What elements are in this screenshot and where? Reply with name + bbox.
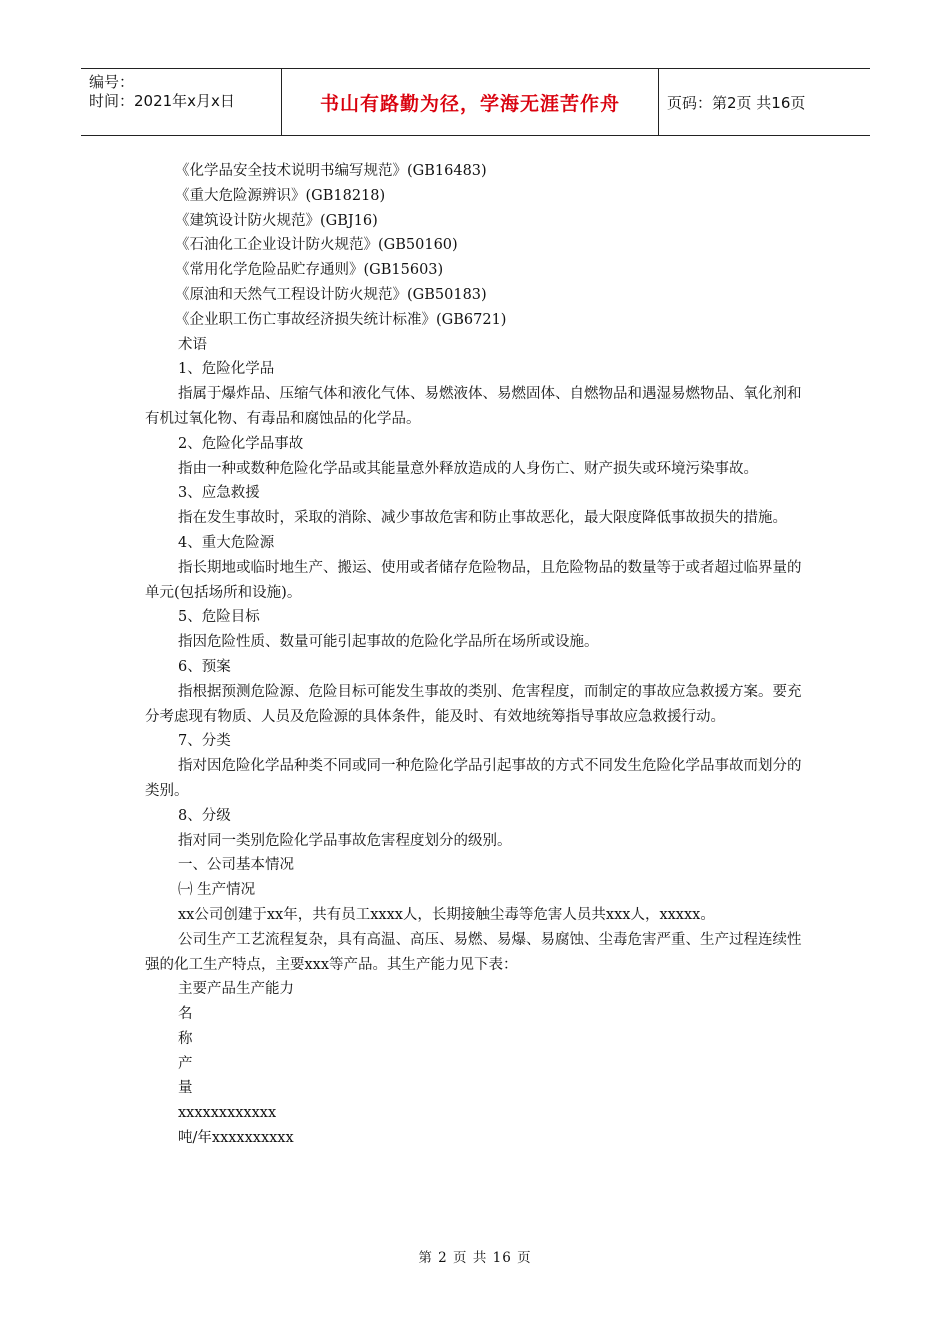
standard-ref-gbj16: 《建筑设计防火规范》(GBJ16) [175,212,378,229]
standard-ref-gb50183: 《原油和天然气工程设计防火规范》(GB50183) [175,286,487,303]
table-cell: 吨/年xxxxxxxxxx [178,1130,294,1147]
subsection-heading-production: ㈠ 生产情况 [178,882,256,899]
term-heading: 8、分级 [178,807,231,824]
term-definition: 指由一种或数种危险化学品或其能量意外释放造成的人身伤亡、财产损失或环境污染事故。 [178,460,758,477]
term-definition: 指对因危险化学品种类不同或同一种危险化学品引起事故的方式不同发生危险化学品事故而划分的类别。 [145,758,802,799]
header-page-info: 页码：第2页 共16页 [667,93,806,112]
term-definition: 指因危险性质、数量可能引起事故的危险化学品所在场所或设施。 [178,634,599,651]
document-number-label: 编号： [89,73,135,91]
section-heading-company: 一、公司基本情况 [178,857,294,874]
table-cell: 称 [178,1030,193,1047]
paragraph: 公司生产工艺流程复杂，具有高温、高压、易燃、易爆、易腐蚀、尘毒危害严重、生产过程连续性强的化工生产特点，主要xxx等产品。其生产能力见下表： [145,931,802,973]
term-definition: 指根据预测危险源、危险目标可能发生事故的类别、危害程度，而制定的事故应急救援方案。要充分考虑现有物质、人员及危险源的具体条件，能及时、有效地统筹指导事故应急救援行动。 [145,683,802,725]
term-heading: 4、重大危险源 [178,534,275,551]
section-heading-terms: 术语 [178,336,207,353]
term-heading: 3、应急救援 [178,485,260,502]
term-heading: 2、危险化学品事故 [178,435,304,452]
term-heading: 1、危险化学品 [178,361,275,378]
table-cell: 名 [178,1006,193,1023]
header-motto: 书山有路勤为径，学海无涯苦作舟 [282,69,659,135]
page-footer: 第 2 页 共 16 页 [418,1250,532,1266]
table-cell: xxxxxxxxxxxx [178,1105,277,1122]
standard-ref-gb15603: 《常用化学危险品贮存通则》(GB15603) [175,262,444,279]
table-caption: 主要产品生产能力 [178,981,294,998]
header-meta [81,69,282,135]
term-definition: 指在发生事故时，采取的消除、减少事故危害和防止事故恶化，最大限度降低事故损失的措施。 [178,510,787,527]
table-cell: 产 [178,1055,193,1072]
table-cell: 量 [178,1080,193,1097]
term-definition: 指长期地或临时地生产、搬运、使用或者储存危险物品，且危险物品的数量等于或者超过临界量的单元(包括场所和设施)。 [145,559,802,601]
term-heading: 6、预案 [178,658,231,675]
standard-ref-gb18218: 《重大危险源辨识》(GB18218) [175,187,386,204]
standard-ref-gb6721: 《企业职工伤亡事故经济损失统计标准》(GB6721) [175,311,507,328]
document-body [145,159,805,1151]
term-definition: 指对同一类别危险化学品事故危害程度划分的级别。 [178,832,512,849]
term-heading: 7、分类 [178,733,231,750]
document-date-label: 时间：2021年x月x日 [89,92,235,110]
term-definition: 指属于爆炸品、压缩气体和液化气体、易燃液体、易燃固体、自燃物品和遇湿易燃物品、氧化剂和有机过氧化物、有毒品和腐蚀品的化学品。 [145,386,802,427]
term-heading: 5、危险目标 [178,609,260,626]
paragraph: xx公司创建于xx年，共有员工xxxx人，长期接触尘毒等危害人员共xxx人，xxxxx。 [178,906,715,923]
standard-ref-gb50160: 《石油化工企业设计防火规范》(GB50160) [175,237,458,254]
page-header [81,68,870,136]
standard-ref-gb16483: 《化学品安全技术说明书编写规范》(GB16483) [175,163,487,179]
